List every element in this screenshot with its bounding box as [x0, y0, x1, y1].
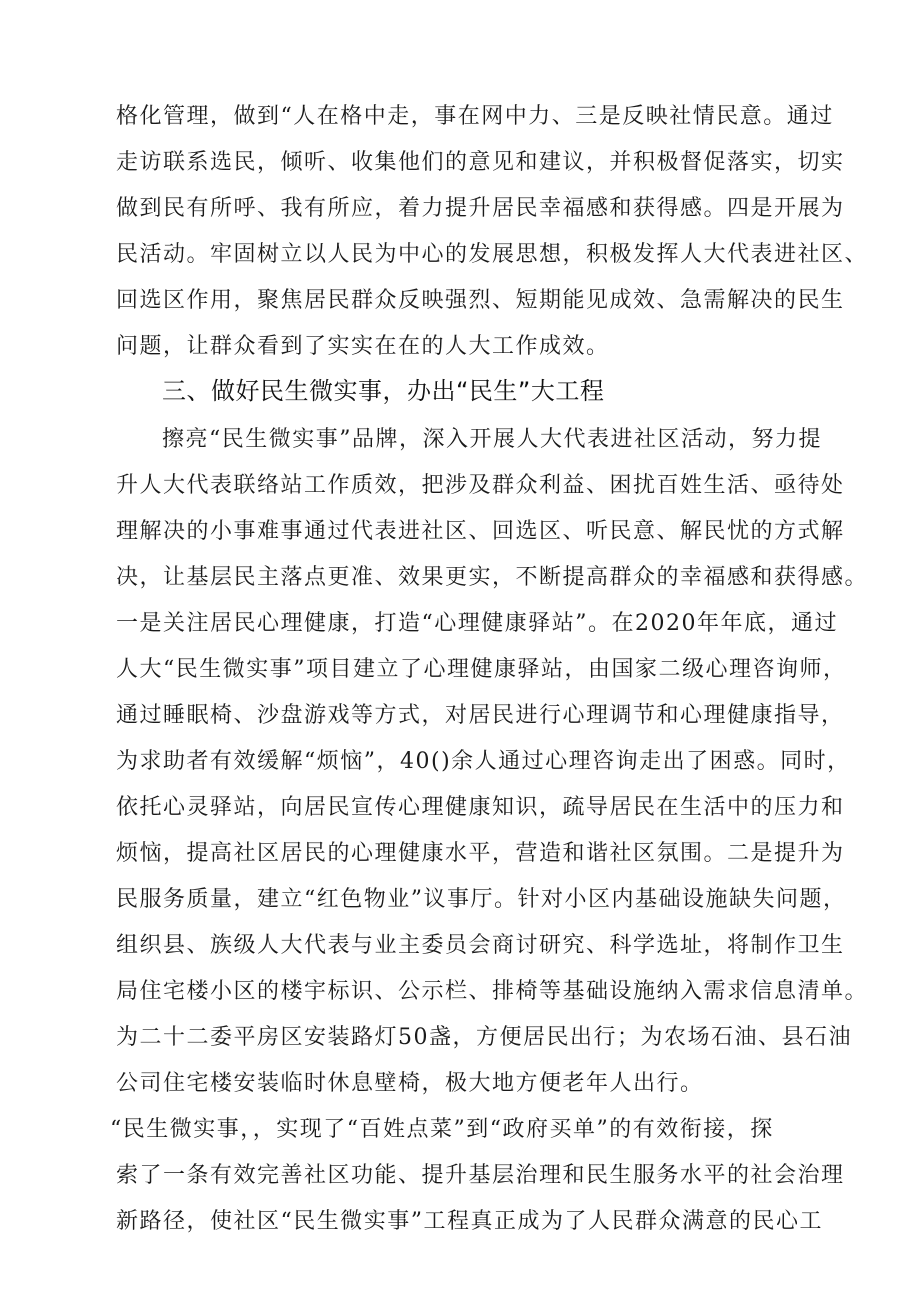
text-line: 依托心灵驿站，向居民宣传心理健康知识，疏导居民在生活中的压力和: [116, 795, 845, 820]
text-line: 民服务质量，建立“红色物业”议事厅。针对小区内基础设施缺失问题，: [116, 887, 847, 912]
text-line: 人大“民生微实事”项目建立了心理健康驿站，由国家二级心理咨询师，: [116, 657, 847, 682]
text-line: 民活动。牢固树立以人民为中心的发展思想，积极发挥人大代表进社区、: [116, 242, 869, 267]
section-heading: 三、做好民生微实事，办出“民生”大工程: [162, 377, 605, 405]
text-line: 擦亮“民生微实事”品牌，深入开展人大代表进社区活动，努力提: [162, 427, 822, 452]
text-line: “民生微实事，，实现了“百姓点菜”到“政府买单”的有效衔接，探: [110, 1117, 774, 1142]
text-line: 烦恼，提高社区居民的心理健康水平，营造和谐社区氛围。二是提升为: [116, 841, 845, 866]
text-line: 理解决的小事难事通过代表进社区、回选区、听民意、解民忧的方式解: [116, 519, 845, 544]
text-line: 问题，让群众看到了实实在在的人大工作成效。: [116, 334, 610, 359]
text-line: 通过睡眠椅、沙盘游戏等方式，对居民进行心理调节和心理健康指导，: [116, 703, 845, 728]
text-line: 公司住宅楼安装临时休息壁椅，极大地方便老年人出行。: [116, 1071, 704, 1096]
text-line: 格化管理，做到“人在格中走，事在网中力、三是反映社情民意。通过: [116, 104, 834, 129]
text-line: 新路径，使社区“民生微实事”工程真正成为了人民群众满意的民心工: [116, 1209, 823, 1234]
text-line: 为求助者有效缓解“烦恼”，40()余人通过心理咨询走出了困惑。同时，: [116, 749, 851, 774]
text-line: 一是关注居民心理健康，打造“心理健康驿站”。在2020年年底，通过: [116, 611, 838, 636]
text-line: 为二十二委平房区安装路灯50盏，方便居民出行；为农场石油、县石油: [116, 1025, 852, 1050]
text-line: 做到民有所呼、我有所应，着力提升居民幸福感和获得感。四是开展为: [116, 196, 845, 221]
text-line: 走访联系选民，倾听、收集他们的意见和建议，并积极督促落实，切实: [116, 150, 845, 175]
text-line: 决，让基层民主落点更准、效果更实，不断提高群众的幸福感和获得感。: [116, 565, 869, 590]
text-line: 升人大代表联络站工作质效，把涉及群众利益、困扰百姓生活、亟待处: [116, 473, 845, 498]
text-line: 回选区作用，聚焦居民群众反映强烈、短期能见成效、急需解决的民生: [116, 288, 845, 313]
text-line: 局住宅楼小区的楼宇标识、公示栏、排椅等基础设施纳入需求信息清单。: [116, 979, 869, 1004]
text-line: 组织县、族级人大代表与业主委员会商讨研究、科学选址，将制作卫生: [116, 933, 845, 958]
text-line: 索了一条有效完善社区功能、提升基层治理和民生服务水平的社会治理: [116, 1163, 845, 1188]
